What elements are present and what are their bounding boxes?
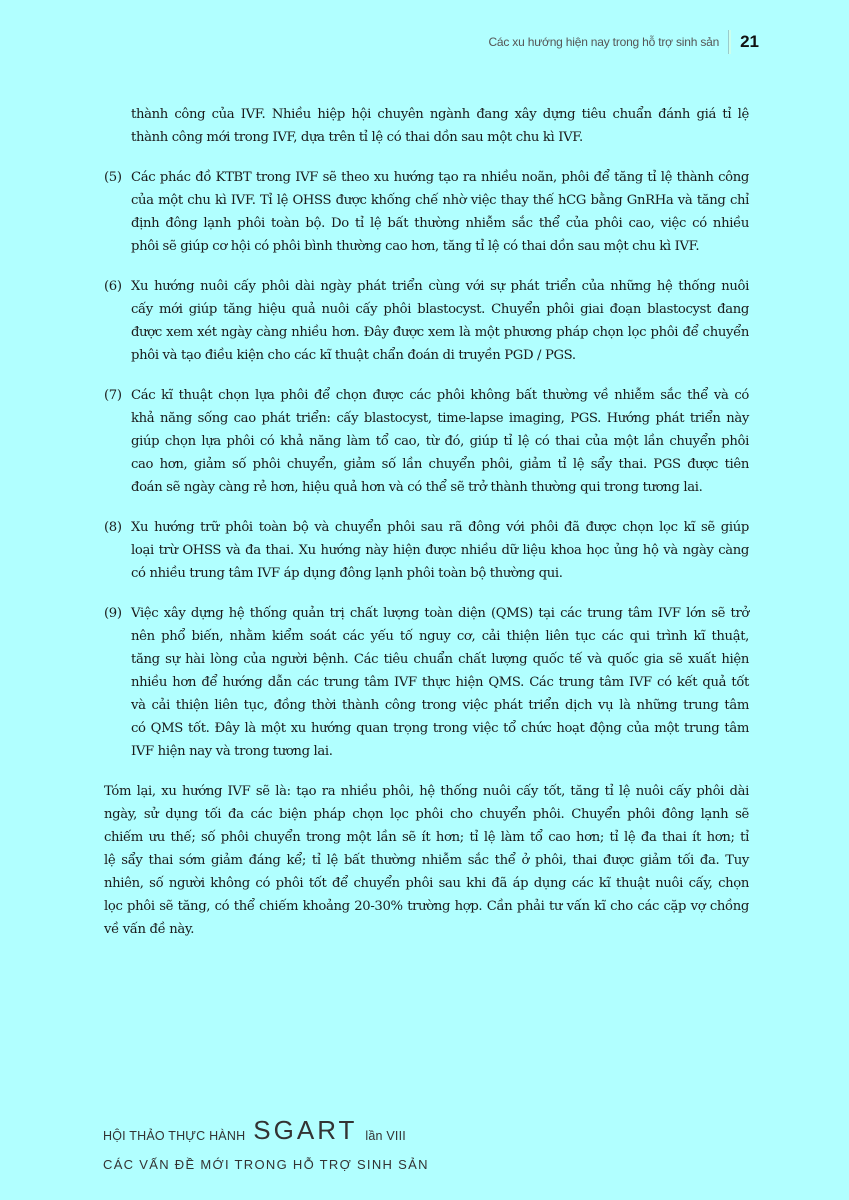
text-line: loại trừ OHSS và đa thai. Xu hướng này hiện được nhiều dữ liệu khoa học ủng hộ và ngày càng (131, 543, 749, 558)
text-line: phôi sẽ giúp cơ hội có phôi bình thường cao hơn, tăng tỉ lệ có thai dồn sau một chu kì IVF. (131, 239, 700, 254)
list-item-text (131, 516, 749, 585)
footer-edition: lần VIII (365, 1129, 406, 1143)
summary-lines (104, 780, 749, 941)
text-line: có QMS tốt. Đây là một xu hướng quan trọng trong việc tổ chức hoạt động của một trung tâm (131, 721, 749, 736)
text-line: giúp chọn lựa phôi có khả năng làm tổ cao, từ đó, giúp tỉ lệ có thai của một lần chuyển phôi (131, 434, 749, 449)
list-item-number: (8) (104, 520, 122, 535)
list-item-text (131, 384, 749, 499)
sgart-logo: SGART (253, 1115, 358, 1145)
text-line: lệ sẩy thai sớm giảm đáng kể; tỉ lệ bất thường nhiễm sắc thể ở phôi, thai được giảm tối đa. Tuy (104, 853, 749, 868)
text-line: chiếm ưu thế; số phôi chuyển trong một lần sẽ ít hơn; tỉ lệ làm tổ cao hơn; tỉ lệ đa thai ít hơn; tỉ (104, 830, 749, 845)
text-line: có nhiều trung tâm IVF áp dụng đông lạnh phôi toàn bộ thường qui. (131, 566, 563, 581)
text-line: Tóm lại, xu hướng IVF sẽ là: tạo ra nhiều phôi, hệ thống nuôi cấy tốt, tăng tỉ lệ nuôi cấy phôi dài (104, 784, 749, 799)
text-line: cấy mới giúp tăng hiệu quả nuôi cấy phôi blastocyst. Chuyển phôi giai đoạn blastocyst đang (131, 302, 749, 317)
text-line: ngày, sử dụng tối đa các biện pháp chọn lọc phôi cho chuyển phôi. Chuyển phôi đông lạnh sẽ (104, 807, 749, 822)
text-line: thành công của IVF. Nhiều hiệp hội chuyên ngành đang xây dựng tiêu chuẩn đánh giá tỉ lệ (131, 107, 749, 122)
text-line: tăng sự hài lòng của người bệnh. Các tiêu chuẩn chất lượng quốc tế và quốc gia sẽ xuất hiện (131, 652, 749, 667)
page-number: 21 (740, 32, 759, 51)
running-title: Các xu hướng hiện nay trong hỗ trợ sinh sản (488, 35, 720, 49)
text-line: lọc phôi sẽ tăng, có thể chiếm khoảng 20-30% trường hợp. Cần phải tư vấn kĩ cho các cặp vợ chồng (104, 899, 749, 914)
numbered-list (104, 166, 749, 763)
list-item-text (131, 166, 749, 258)
text-line: của một chu kì IVF. Tỉ lệ OHSS được khống chế nhờ việc thay thế hCG bằng GnRHa và tăng chỉ (131, 193, 749, 208)
list-item (104, 384, 749, 499)
list-item-text (131, 275, 749, 367)
running-header (488, 30, 759, 54)
list-item-text (131, 602, 749, 763)
text-line: cao hơn, giảm số phôi chuyển, giảm số lần chuyển phôi, giảm tỉ lệ sẩy thai. PGS được tiên (131, 457, 749, 472)
footer (103, 1112, 429, 1172)
text-line: Các kĩ thuật chọn lựa phôi để chọn được các phôi không bất thường về nhiễm sắc thể và có (131, 388, 749, 403)
text-line: Xu hướng trữ phôi toàn bộ và chuyển phôi sau rã đông với phôi đã được chọn lọc kĩ sẽ giúp (131, 520, 749, 535)
text-line: IVF hiện nay và trong tương lai. (131, 744, 333, 759)
text-line: nhiên, số người không có phôi tốt để chuyển phôi sau khi đã áp dụng các kĩ thuật nuôi cấy, chọn (104, 876, 749, 891)
list-item (104, 166, 749, 258)
footer-subtitle: CÁC VẤN ĐỀ MỚI TRONG HỖ TRỢ SINH SẢN (103, 1157, 429, 1172)
text-line: và cải thiện liên tục, đồng thời thành công trong việc phát triển dịch vụ là những trung tâm (131, 698, 749, 713)
list-item-number: (7) (104, 388, 122, 403)
text-line: phôi và tạo điều kiện cho các kĩ thuật chẩn đoán di truyền PGD / PGS. (131, 348, 576, 363)
list-item (104, 275, 749, 367)
text-line: Các phác đồ KTBT trong IVF sẽ theo xu hướng tạo ra nhiều noãn, phôi để tăng tỉ lệ thành công (131, 170, 749, 185)
text-line: Việc xây dựng hệ thống quản trị chất lượng toàn diện (QMS) tại các trung tâm IVF lớn sẽ trở (131, 606, 749, 621)
list-item-number: (5) (104, 170, 122, 185)
intro-lines (131, 103, 749, 149)
intro-paragraph (131, 103, 749, 149)
list-item-number: (9) (104, 606, 122, 621)
text-line: định đông lạnh phôi toàn bộ. Do tỉ lệ bất thường nhiễm sắc thể của phôi cao, việc có nhiều (131, 216, 749, 231)
list-item (104, 516, 749, 585)
text-line: được xem xét ngày càng nhiều hơn. Đây được xem là một phương pháp chọn lọc phôi để chuyển (131, 325, 749, 340)
list-item (104, 602, 749, 763)
header-divider (728, 30, 731, 54)
text-line: nhiều hơn để hướng dẫn các trung tâm IVF thực hiện QMS. Các trung tâm IVF có kết quả tốt (131, 675, 749, 690)
page-body (104, 103, 749, 958)
text-line: đoán sẽ ngày càng rẻ hơn, hiệu quả hơn và có thể sẽ trở thành thường qui trong tương lai. (131, 480, 703, 495)
text-line: thành công mới trong IVF, dựa trên tỉ lệ có thai dồn sau một chu kì IVF. (131, 130, 583, 145)
footer-event-name: HỘI THẢO THỰC HÀNH (103, 1129, 246, 1143)
list-item-number: (6) (104, 279, 122, 294)
text-line: Xu hướng nuôi cấy phôi dài ngày phát triển cùng với sự phát triển của những hệ thống nuôi (131, 279, 749, 294)
text-line: về vấn đề này. (104, 922, 195, 937)
summary-paragraph (104, 780, 749, 941)
text-line: nên phổ biến, nhằm kiểm soát các yếu tố nguy cơ, cải thiện liên tục các qui trình kĩ thuật, (131, 629, 749, 644)
text-line: khả năng sống cao phát triển: cấy blastocyst, time-lapse imaging, PGS. Hướng phát triển này (131, 411, 749, 426)
